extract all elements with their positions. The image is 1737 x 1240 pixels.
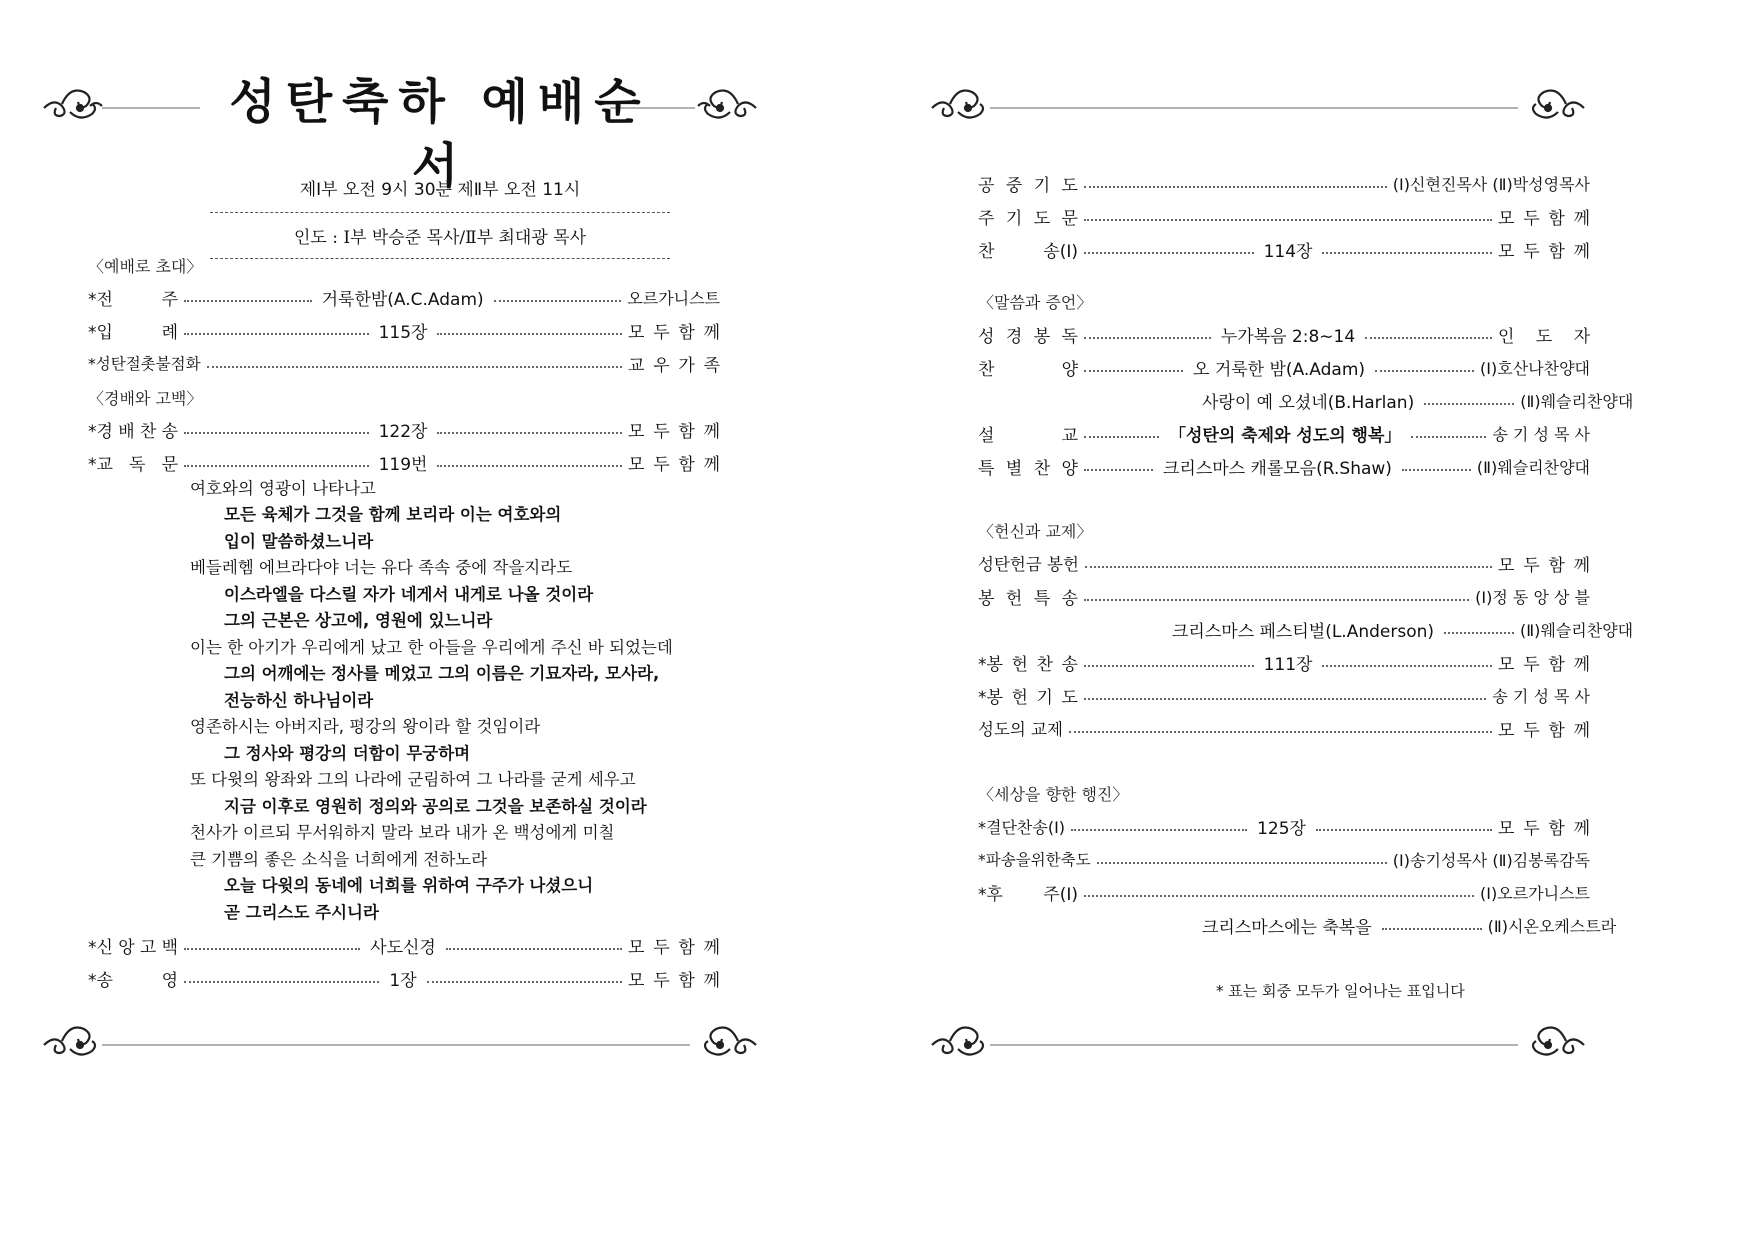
verse-line: 여호와의 영광이 나타나고 [190,479,376,498]
dot-leader [1316,829,1492,831]
dot-leader [184,300,312,302]
order-row-postlude-2 [1198,912,1617,938]
verse-line: 이스라엘을 다스릴 자가 네게서 내게로 나올 것이라 [224,585,594,604]
row-performer: 모 두 함 께 [1498,818,1590,839]
row-label: *신 앙 고 백 [88,937,178,958]
row-label: *결단찬송(Ⅰ) [978,817,1066,837]
row-performer: 송 기 성 목 사 [1492,424,1590,444]
row-label: *봉 헌 찬 송 [978,654,1078,675]
row-performer: 모 두 함 께 [1498,241,1590,262]
ornament-bottom [928,1015,1588,1075]
dot-leader [1084,337,1211,339]
dot-leader [184,333,369,335]
right-page [868,0,1737,1240]
standing-note: * 표는 회중 모두가 일어나는 표입니다 [1216,982,1465,1000]
row-performer: (Ⅰ)송기성목사 (Ⅱ)김봉록감독 [1392,850,1590,870]
worship-leader: 인도 : Ⅰ부 박승준 목사/Ⅱ부 최대광 목사 [210,212,670,259]
dot-leader [184,465,369,467]
verse-line: 곧 그리스도 주시니라 [224,903,379,922]
row-content: 111장 [1263,654,1313,675]
row-performer: (Ⅱ)웨슬리찬양대 [1476,457,1591,477]
row-label: *후 주(Ⅰ) [978,884,1078,905]
row-performer: (Ⅱ)시온오케스트라 [1487,916,1617,936]
verse-line: 영존하시는 아버지라, 평강의 왕이라 할 것임이라 [190,717,541,736]
row-content: 오 거룩한 밤(A.Adam) [1193,359,1366,380]
section-dedication-fellowship: 〈헌신과 교제〉 [978,522,1093,541]
dot-leader [1097,862,1387,864]
dot-leader [1084,469,1153,471]
dot-leader [184,948,360,950]
order-row-creed [88,932,720,958]
row-label: *경 배 찬 송 [88,421,178,442]
dot-leader [1084,219,1492,221]
order-row-hymn-1 [978,236,1590,262]
dot-leader [1084,698,1486,700]
order-row-benediction [978,846,1590,872]
page-title: 성탄축하 예배순서 [229,74,651,194]
row-label: 특 별 찬 양 [978,458,1078,479]
verse-line: 입이 말씀하셨느니라 [224,532,374,551]
dot-leader [494,300,622,302]
row-label: *송 영 [88,970,178,991]
dot-leader [437,333,622,335]
dot-leader [1411,436,1486,438]
row-performer: 모 두 함 께 [1498,720,1590,741]
row-label: 주 기 도 문 [978,208,1078,229]
row-performer: (Ⅱ)웨슬리찬양대 [1520,391,1634,411]
row-content: 114장 [1263,241,1313,262]
row-content: 119번 [378,454,428,475]
left-page [0,0,868,1240]
dot-leader [1071,829,1247,831]
dot-leader [1084,186,1387,188]
row-content: 125장 [1257,818,1306,839]
order-row-offertory [978,583,1590,609]
verse-line: 그의 어깨에는 정사를 메었고 그의 이름은 기묘자라, 모사라, [224,664,660,683]
verse-line: 모든 육체가 그것을 함께 보리라 이는 여호와의 [224,505,562,524]
dot-leader [437,465,622,467]
row-performer: 모 두 함 께 [628,454,720,475]
verse-line: 지금 이후로 영원히 정의와 공의로 그것을 보존하실 것이라 [224,797,647,816]
dot-leader [1069,731,1492,733]
row-content: 누가복음 2:8∼14 [1220,326,1356,347]
order-row-postlude [978,879,1590,905]
section-march-to-world: 〈세상을 향한 행진〉 [978,785,1129,804]
row-performer: 인 도 자 [1498,326,1591,347]
order-row-candle-lighting [88,350,720,376]
order-row-public-prayer [978,170,1590,196]
order-row-scripture [978,321,1590,347]
verse-line: 오늘 다윗의 동네에 너희를 위하여 구주가 나셨으니 [224,876,594,895]
dot-leader [1402,469,1471,471]
order-row-special-anthem [978,453,1590,479]
row-label: 공 중 기 도 [978,175,1078,196]
row-label: *성탄절촛불점화 [88,355,201,373]
row-label: *봉 헌 기 도 [978,687,1078,708]
row-content: 122장 [378,421,428,442]
verse-line: 그 정사와 평강의 더함이 무궁하며 [224,744,471,763]
dot-leader [1424,403,1514,405]
row-performer: 오르가니스트 [627,288,720,308]
section-word-witness: 〈말씀과 증언〉 [978,293,1093,312]
row-performer: 모 두 함 께 [628,322,720,343]
row-content: 1장 [389,970,417,991]
row-label: 봉 헌 특 송 [978,588,1078,609]
dot-leader [1375,370,1474,372]
order-row-anthem [978,354,1590,380]
row-performer: (Ⅰ)오르가니스트 [1480,883,1590,903]
dot-leader [1084,370,1183,372]
dot-leader [1322,665,1492,667]
row-label: 성도의 교제 [978,720,1063,739]
row-label: 성탄헌금 봉헌 [978,555,1079,574]
row-content: 사랑이 예 오셨네(B.Harlan) [1202,392,1415,413]
dot-leader [1365,337,1492,339]
dot-leader [1084,895,1474,897]
row-label: *전 주 [88,289,178,310]
row-content: 거룩한밤(A.C.Adam) [321,289,484,310]
dot-leader [1084,436,1159,438]
row-label: 성 경 봉 독 [978,326,1078,347]
row-content: 크리스마스에는 축복을 [1202,917,1372,938]
row-label: 찬 송(Ⅰ) [978,241,1078,262]
dot-leader [1382,928,1482,930]
dot-leader [1084,252,1254,254]
verse-line: 그의 근본은 상고에, 영원에 있느니라 [224,611,493,630]
order-row-offering [978,550,1590,576]
dot-leader [446,948,622,950]
dot-leader [184,981,379,983]
dot-leader [184,432,369,434]
row-content: 115장 [378,322,428,343]
row-performer: 모 두 함 께 [628,970,720,991]
row-content: 「성탄의 축제와 성도의 행복」 [1168,425,1402,446]
row-performer: 모 두 함 께 [628,937,721,958]
row-content: 크리스마스 페스티벌(L.Anderson) [1172,621,1435,642]
order-row-lords-prayer [978,203,1590,229]
row-content: 크리스마스 캐롤모음(R.Shaw) [1162,458,1392,479]
row-label: *파송을위한축도 [978,851,1091,869]
row-performer: 모 두 함 께 [1498,208,1590,229]
ornament-top [928,78,1588,138]
row-label: *교 독 문 [88,454,178,475]
row-performer: 교 우 가 족 [628,355,720,376]
dot-leader [1444,632,1514,634]
row-performer: 모 두 함 께 [1498,555,1590,576]
service-times: 제Ⅰ부 오전 9시 30분 제Ⅱ부 오전 11시 [299,180,581,200]
row-performer: 모 두 함 께 [1498,654,1590,675]
row-performer: (Ⅰ)정 동 앙 상 블 [1475,587,1590,607]
dot-leader [1085,566,1492,568]
row-label: *입 례 [88,322,178,343]
order-row-closing-hymn [978,813,1590,839]
verse-line: 전능하신 하나님이라 [224,691,374,710]
order-row-prelude [88,284,720,310]
dot-leader [1084,665,1254,667]
dot-leader [437,432,622,434]
verse-line: 이는 한 아기가 우리에게 났고 한 아들을 우리에게 주신 바 되었는데 [190,638,673,657]
verse-line: 또 다윗의 왕좌와 그의 나라에 군림하여 그 나라를 굳게 세우고 [190,770,636,789]
row-performer: 모 두 함 께 [628,421,720,442]
dot-leader [1084,599,1469,601]
section-worship-confession: 〈경배와 고백〉 [88,389,203,408]
row-label: 찬 양 [978,359,1078,380]
ornament-top-left [40,78,200,138]
order-row-entrance [88,317,720,343]
order-row-offering-hymn [978,649,1590,675]
row-performer: (Ⅰ)호산나찬양대 [1480,358,1590,378]
verse-line: 큰 기쁨의 좋은 소식을 너희에게 전하노라 [190,850,488,869]
dot-leader [427,981,622,983]
row-performer: (Ⅱ)웨슬리찬양대 [1520,620,1634,640]
order-row-offering-prayer [978,682,1590,708]
section-invitation: 〈예배로 초대〉 [88,257,203,276]
order-row-offertory-2 [1168,616,1634,642]
verse-line: 천사가 이르되 무서워하지 말라 보라 내가 온 백성에게 미칠 [190,823,615,842]
order-row-sermon [978,420,1590,446]
row-content: 사도신경 [370,937,436,958]
dot-leader [207,366,622,368]
order-row-hymn [88,416,720,442]
row-performer: (Ⅰ)신현진목사 (Ⅱ)박성영목사 [1392,174,1590,194]
order-row-doxology [88,965,720,991]
row-performer: 송 기 성 목 사 [1492,686,1590,706]
ornament-bottom-left [40,1015,760,1075]
order-row-responsive-reading [88,449,720,475]
row-label: 설 교 [978,425,1078,446]
dot-leader [1322,252,1492,254]
verse-line: 베들레헴 에브라다야 너는 유다 족속 중에 작을지라도 [190,558,573,577]
order-row-anthem-2 [1198,387,1634,413]
order-row-fellowship [978,715,1590,741]
